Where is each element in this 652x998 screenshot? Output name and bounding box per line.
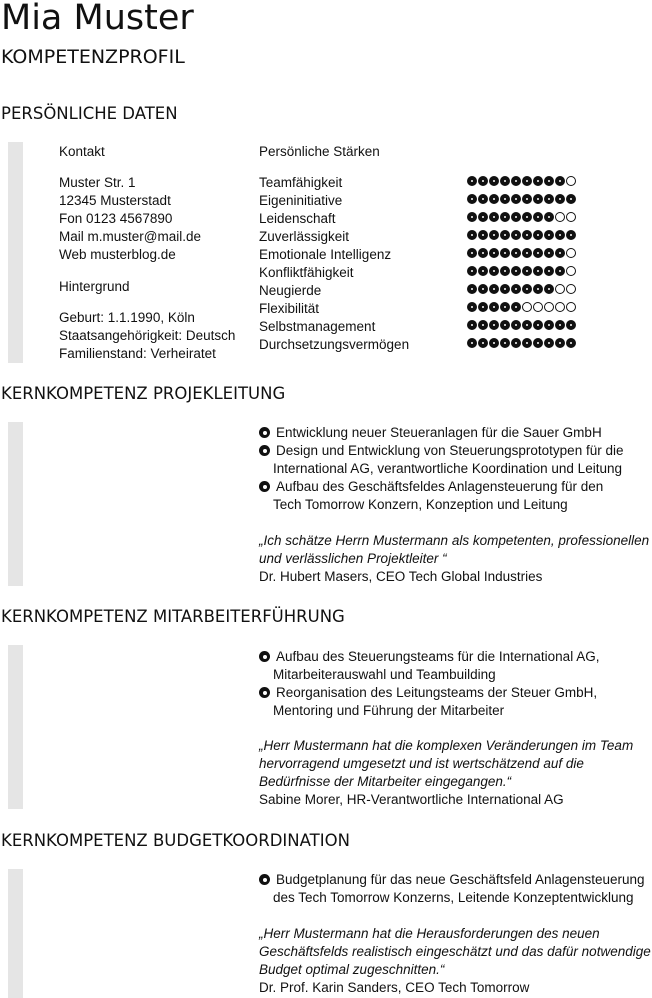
testimonial-author: Sabine Morer, HR-Verantwortliche International AG	[259, 792, 564, 807]
rating-dot-empty	[555, 302, 565, 312]
rating-dot-filled	[478, 212, 488, 222]
birth: Geburt: 1.1.1990, Köln	[59, 310, 195, 325]
bullet-text: Aufbau des Geschäftsfeldes Anlagensteuerung für den	[276, 479, 604, 494]
testimonial-quote: Bedürfnisse der Mitarbeiter eingegangen.“	[259, 774, 512, 789]
strength-rating	[467, 212, 576, 222]
rating-dot-filled	[478, 266, 488, 276]
strength-rating	[467, 194, 576, 204]
rating-dot-filled	[500, 320, 510, 330]
bullet-icon	[259, 445, 270, 456]
rating-dot-filled	[500, 212, 510, 222]
rating-dot-filled	[500, 266, 510, 276]
rating-dot-filled	[544, 338, 554, 348]
rating-dot-filled	[511, 338, 521, 348]
address-city: 12345 Musterstadt	[59, 193, 171, 208]
strength-label: Teamfähigkeit	[259, 175, 343, 190]
testimonial-quote: „Ich schätze Herrn Mustermann als kompetenten, professionellen	[259, 533, 650, 548]
strength-rating	[467, 302, 576, 312]
rating-dot-filled	[522, 338, 532, 348]
contact-heading: Kontakt	[59, 144, 105, 159]
rating-dot-filled	[566, 230, 576, 240]
rating-dot-filled	[489, 302, 499, 312]
rating-dot-filled	[478, 230, 488, 240]
bullet-icon	[259, 427, 270, 438]
rating-dot-filled	[522, 212, 532, 222]
rating-dot-filled	[555, 176, 565, 186]
rating-dot-filled	[533, 284, 543, 294]
bullet-icon	[259, 874, 270, 885]
rating-dot-filled	[544, 212, 554, 222]
rating-dot-filled	[522, 230, 532, 240]
rating-dot-filled	[489, 212, 499, 222]
rating-dot-empty	[566, 266, 576, 276]
bullet-text: Budgetplanung für das neue Geschäftsfeld Anlagensteuerung	[276, 872, 645, 887]
rating-dot-filled	[555, 194, 565, 204]
nationality: Staatsangehörigkeit: Deutsch	[59, 328, 236, 343]
testimonial-quote: Budget optimal zugeschnitten.“	[259, 962, 445, 977]
rating-dot-filled	[478, 302, 488, 312]
rating-dot-filled	[489, 284, 499, 294]
rating-dot-filled	[511, 176, 521, 186]
rating-dot-filled	[511, 266, 521, 276]
rating-dot-empty	[544, 302, 554, 312]
rating-dot-filled	[555, 266, 565, 276]
rating-dot-filled	[511, 320, 521, 330]
strength-label: Konfliktfähigkeit	[259, 265, 354, 280]
strength-rating	[467, 338, 576, 348]
document-subtitle: KOMPETENZPROFIL	[1, 46, 185, 68]
bullet-icon	[259, 687, 270, 698]
section-bar-leadership	[8, 645, 23, 809]
rating-dot-filled	[467, 302, 477, 312]
rating-dot-empty	[566, 176, 576, 186]
bullet-text: Design und Entwicklung von Steuerungsprototypen für die	[276, 443, 624, 458]
rating-dot-filled	[478, 320, 488, 330]
rating-dot-filled	[522, 176, 532, 186]
rating-dot-empty	[566, 212, 576, 222]
bullet-text: Aufbau des Steuerungsteams für die International AG,	[276, 649, 600, 664]
rating-dot-filled	[511, 212, 521, 222]
strength-label: Neugierde	[259, 283, 322, 298]
address-street: Muster Str. 1	[59, 175, 136, 190]
testimonial-quote: „Herr Mustermann hat die komplexen Veränderungen im Team	[259, 738, 634, 753]
rating-dot-empty	[566, 302, 576, 312]
rating-dot-filled	[522, 266, 532, 276]
rating-dot-filled	[511, 284, 521, 294]
rating-dot-filled	[555, 248, 565, 258]
rating-dot-filled	[467, 176, 477, 186]
rating-dot-filled	[500, 338, 510, 348]
rating-dot-filled	[467, 320, 477, 330]
testimonial-quote: und verlässlichen Projektleiter “	[259, 551, 447, 566]
rating-dot-filled	[500, 248, 510, 258]
rating-dot-filled	[467, 194, 477, 204]
rating-dot-filled	[511, 248, 521, 258]
rating-dot-empty	[555, 212, 565, 222]
rating-dot-filled	[467, 338, 477, 348]
rating-dot-filled	[522, 248, 532, 258]
rating-dot-filled	[511, 230, 521, 240]
rating-dot-filled	[544, 176, 554, 186]
testimonial-quote: „Herr Mustermann hat die Herausforderungen des neuen	[259, 926, 600, 941]
strength-label: Selbstmanagement	[259, 319, 376, 334]
rating-dot-filled	[467, 248, 477, 258]
strength-rating	[467, 284, 576, 294]
strength-rating	[467, 248, 576, 258]
rating-dot-empty	[533, 302, 543, 312]
person-name: Mia Muster	[1, 0, 194, 38]
rating-dot-empty	[566, 284, 576, 294]
rating-dot-filled	[478, 338, 488, 348]
rating-dot-empty	[555, 284, 565, 294]
rating-dot-filled	[533, 320, 543, 330]
rating-dot-filled	[500, 284, 510, 294]
bullet-icon	[259, 481, 270, 492]
rating-dot-filled	[489, 176, 499, 186]
rating-dot-empty	[522, 302, 532, 312]
strength-label: Leidenschaft	[259, 211, 336, 226]
section-title-leadership: KERNKOMPETENZ MITARBEITERFÜHRUNG	[1, 607, 345, 626]
rating-dot-filled	[533, 248, 543, 258]
rating-dot-filled	[489, 248, 499, 258]
rating-dot-filled	[555, 320, 565, 330]
rating-dot-filled	[566, 338, 576, 348]
rating-dot-filled	[500, 302, 510, 312]
rating-dot-filled	[511, 302, 521, 312]
rating-dot-filled	[522, 284, 532, 294]
section-bar-personal	[8, 142, 23, 363]
rating-dot-filled	[489, 338, 499, 348]
strength-label: Flexibilität	[259, 301, 320, 316]
rating-dot-filled	[489, 266, 499, 276]
rating-dot-filled	[544, 230, 554, 240]
bullet-text: Tech Tomorrow Konzern, Konzeption und Leitung	[273, 497, 568, 512]
strength-rating	[467, 266, 576, 276]
rating-dot-filled	[467, 212, 477, 222]
testimonial-quote: Geschäftsfelds realistisch eingeschätzt und das dafür notwendige	[259, 944, 651, 959]
strengths-heading: Persönliche Stärken	[259, 144, 380, 159]
testimonial-quote: hervorragend umgesetzt und ist wertschätzend auf die	[259, 756, 584, 771]
web: Web musterblog.de	[59, 247, 176, 262]
rating-dot-filled	[478, 176, 488, 186]
section-bar-budget	[8, 869, 23, 998]
rating-dot-filled	[478, 284, 488, 294]
rating-dot-filled	[533, 266, 543, 276]
background-heading: Hintergrund	[59, 279, 130, 294]
strength-label: Emotionale Intelligenz	[259, 247, 392, 262]
strength-label: Zuverlässigkeit	[259, 229, 350, 244]
rating-dot-filled	[500, 194, 510, 204]
rating-dot-empty	[566, 248, 576, 258]
rating-dot-filled	[533, 212, 543, 222]
rating-dot-filled	[500, 176, 510, 186]
testimonial-author: Dr. Prof. Karin Sanders, CEO Tech Tomorrow	[259, 980, 530, 995]
rating-dot-filled	[533, 176, 543, 186]
rating-dot-filled	[489, 320, 499, 330]
bullet-text: des Tech Tomorrow Konzerns, Leitende Konzeptentwicklung	[273, 890, 634, 905]
rating-dot-filled	[500, 230, 510, 240]
rating-dot-filled	[511, 194, 521, 204]
strength-rating	[467, 176, 576, 186]
rating-dot-filled	[533, 230, 543, 240]
rating-dot-filled	[533, 194, 543, 204]
strength-rating	[467, 320, 576, 330]
bullet-text: Entwicklung neuer Steueranlagen für die Sauer GmbH	[276, 425, 602, 440]
rating-dot-filled	[566, 194, 576, 204]
phone: Fon 0123 4567890	[59, 211, 173, 226]
section-title-personal: PERSÖNLICHE DATEN	[1, 104, 178, 123]
rating-dot-filled	[467, 284, 477, 294]
strength-label: Eigeninitiative	[259, 193, 343, 208]
rating-dot-filled	[566, 320, 576, 330]
bullet-icon	[259, 651, 270, 662]
bullet-text: Mentoring und Führung der Mitarbeiter	[273, 703, 505, 718]
rating-dot-filled	[489, 194, 499, 204]
rating-dot-filled	[544, 284, 554, 294]
section-bar-project	[8, 422, 23, 586]
rating-dot-filled	[544, 320, 554, 330]
rating-dot-filled	[478, 194, 488, 204]
rating-dot-filled	[544, 266, 554, 276]
section-title-project: KERNKOMPETENZ PROJEKLEITUNG	[1, 384, 286, 403]
rating-dot-filled	[544, 248, 554, 258]
rating-dot-filled	[478, 248, 488, 258]
rating-dot-filled	[544, 194, 554, 204]
strength-label: Durchsetzungsvermögen	[259, 337, 410, 352]
rating-dot-filled	[522, 320, 532, 330]
rating-dot-filled	[533, 338, 543, 348]
rating-dot-filled	[555, 338, 565, 348]
rating-dot-filled	[467, 230, 477, 240]
testimonial-author: Dr. Hubert Masers, CEO Tech Global Industries	[259, 569, 543, 584]
bullet-text: Reorganisation des Leitungsteams der Steuer GmbH,	[276, 685, 598, 700]
family-status: Familienstand: Verheiratet	[59, 346, 216, 361]
mail: Mail m.muster@mail.de	[59, 229, 201, 244]
section-title-budget: KERNKOMPETENZ BUDGETKOORDINATION	[1, 831, 350, 850]
bullet-text: International AG, verantwortliche Koordination und Leitung	[273, 461, 622, 476]
rating-dot-filled	[555, 230, 565, 240]
rating-dot-filled	[467, 266, 477, 276]
rating-dot-filled	[489, 230, 499, 240]
rating-dot-filled	[522, 194, 532, 204]
strength-rating	[467, 230, 576, 240]
bullet-text: Mitarbeiterauswahl und Teambuilding	[273, 667, 496, 682]
